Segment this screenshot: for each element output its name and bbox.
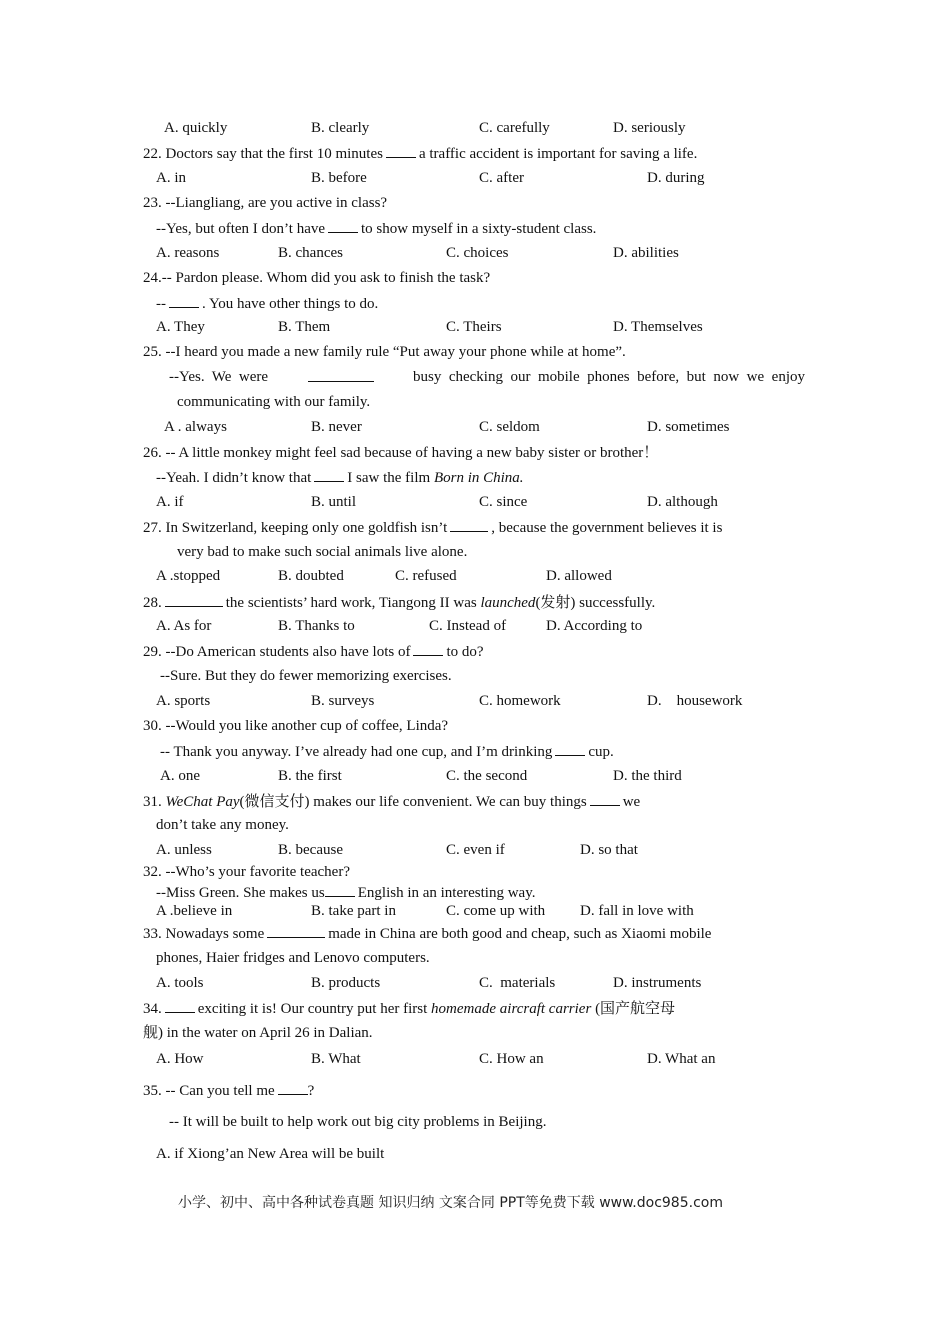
q30-blank xyxy=(555,742,585,756)
q23-option-d: D. abilities xyxy=(613,245,679,261)
q28-option-a: A. As for xyxy=(156,618,212,634)
q25-stem: 25. --I heard you made a new family rule “Put away your phone while at home”. xyxy=(143,344,626,360)
q34-stem-pre: 34. xyxy=(143,1001,162,1017)
q29-stem-post: to do? xyxy=(446,644,484,660)
q29-blank xyxy=(413,642,443,656)
q33-blank xyxy=(267,924,325,938)
q22-stem-pre: 22. Doctors say that the first 10 minutes xyxy=(143,146,383,162)
q28-option-d: D. According to xyxy=(546,618,643,634)
q22-stem xyxy=(143,144,697,163)
q34-stem-mid: exciting it is! Our country put her first xyxy=(197,1001,428,1017)
q31-option-d: D. so that xyxy=(580,842,638,858)
q27-stem-pre: 27. In Switzerland, keeping only one goldfish isn’t xyxy=(143,520,448,536)
q31-option-c: C. even if xyxy=(446,842,505,858)
q34-stem-post: (国产航空母 xyxy=(595,1001,676,1017)
q30-option-a: A. one xyxy=(160,768,200,784)
q27-option-a: A .stopped xyxy=(156,568,221,584)
q30-stem: 30. --Would you like another cup of coffee, Linda? xyxy=(143,718,449,734)
q34-option-a: A. How xyxy=(156,1051,204,1067)
q30-reply-post: cup. xyxy=(588,744,614,760)
q33-option-a: A. tools xyxy=(156,975,204,991)
q29-stem-pre: 29. --Do American students also have lots of xyxy=(143,644,411,660)
q25-blank xyxy=(308,368,374,382)
q29-reply: --Sure. But they do fewer memorizing exercises. xyxy=(160,668,452,684)
q26-reply-pre: --Yeah. I didn’t know that xyxy=(156,470,312,486)
q24-option-c: C. Theirs xyxy=(446,319,502,335)
q29-option-c: C. homework xyxy=(479,693,561,709)
q23-blank xyxy=(328,219,358,233)
q25-reply-pre: --Yes. We were xyxy=(169,369,269,385)
q24-option-b: B. Them xyxy=(278,319,331,335)
q24-option-a: A. They xyxy=(156,319,205,335)
q21-option-b: B. clearly xyxy=(311,120,370,136)
q24-reply-post: . You have other things to do. xyxy=(202,296,379,312)
q24-reply-pre: -- xyxy=(156,296,166,312)
q31-stem xyxy=(143,792,640,811)
q22-option-a: A. in xyxy=(156,170,186,186)
q33-stem xyxy=(143,924,711,943)
q26-option-b: B. until xyxy=(311,494,357,510)
q32-blank xyxy=(325,883,355,897)
q22-blank xyxy=(386,144,416,158)
q27-option-d: D. allowed xyxy=(546,568,612,584)
q27-option-b: B. doubted xyxy=(278,568,344,584)
q32-option-d: D. fall in love with xyxy=(580,903,694,919)
q29-option-d: D. housework xyxy=(647,693,743,709)
q32-option-b: B. take part in xyxy=(311,903,396,919)
q32-option-a: A .believe in xyxy=(156,903,233,919)
q23-option-a: A. reasons xyxy=(156,245,220,261)
q30-option-d: D. the third xyxy=(613,768,682,784)
q33-stem-cont: phones, Haier fridges and Lenovo computers. xyxy=(156,950,430,966)
q25-reply-post: busy checking our mobile phones before, but now we enjoy xyxy=(413,369,805,385)
q31-option-a: A. unless xyxy=(156,842,212,858)
q32-reply-post: English in an interesting way. xyxy=(357,885,536,901)
q34-stem xyxy=(143,999,675,1018)
q29-stem xyxy=(143,642,484,661)
q31-italic-brand: WeChat Pay xyxy=(165,794,240,810)
q26-option-a: A. if xyxy=(156,494,184,510)
q25-option-d: D. sometimes xyxy=(647,419,730,435)
q34-option-b: B. What xyxy=(311,1051,361,1067)
q21-option-d: D. seriously xyxy=(613,120,686,136)
q34-option-c: C. How an xyxy=(479,1051,544,1067)
q21-option-c: C. carefully xyxy=(479,120,550,136)
q25-option-a: A . always xyxy=(164,419,227,435)
q27-stem-post: , because the government believes it is xyxy=(491,520,723,536)
q33-stem-pre: 33. Nowadays some xyxy=(143,926,265,942)
q28-option-b: B. Thanks to xyxy=(278,618,355,634)
q33-option-b: B. products xyxy=(311,975,381,991)
q31-stem-post: we xyxy=(622,794,641,810)
q28-option-c: C. Instead of xyxy=(429,618,507,634)
q28-blank xyxy=(165,593,223,607)
q22-option-b: B. before xyxy=(311,170,367,186)
q25-reply xyxy=(169,368,805,386)
page-footer: 小学、初中、高中各种试卷真题 知识归纳 文案合同 PPT等免费下载 www.doc985.com xyxy=(178,1195,723,1211)
q28-stem-post: (发射) successfully. xyxy=(535,595,656,611)
q28-stem-mid: the scientists’ hard work, Tiangong II was xyxy=(225,595,477,611)
q31-stem-mid: (微信支付) makes our life convenient. We can buy things xyxy=(239,794,587,810)
q25-option-b: B. never xyxy=(311,419,362,435)
q30-option-c: C. the second xyxy=(446,768,528,784)
q30-reply-pre: -- Thank you anyway. I’ve already had one cup, and I’m drinking xyxy=(160,744,553,760)
q23-reply-pre: --Yes, but often I don’t have xyxy=(156,221,326,237)
q32-stem: 32. --Who’s your favorite teacher? xyxy=(143,864,350,880)
q35-stem-pre: 35. -- Can you tell me xyxy=(143,1083,275,1099)
q23-reply xyxy=(156,219,596,238)
q22-stem-post: a traffic accident is important for saving a life. xyxy=(418,146,698,162)
q23-option-c: C. choices xyxy=(446,245,509,261)
q28-stem-pre: 28. xyxy=(143,595,162,611)
q29-option-a: A. sports xyxy=(156,693,211,709)
q34-italic-term: homemade aircraft carrier xyxy=(431,1001,592,1017)
q33-option-c: C. materials xyxy=(479,975,556,991)
q26-blank xyxy=(314,468,344,482)
q26-reply xyxy=(156,468,524,487)
q23-reply-post: to show myself in a sixty-student class. xyxy=(361,221,597,237)
q35-option-a: A. if Xiong’an New Area will be built xyxy=(156,1146,385,1162)
q28-italic-word: launched xyxy=(480,595,536,611)
q35-stem-post: ? xyxy=(307,1083,315,1099)
q32-option-c: C. come up with xyxy=(446,903,546,919)
q27-blank xyxy=(450,518,488,532)
q34-blank xyxy=(165,999,195,1013)
q26-option-c: C. since xyxy=(479,494,528,510)
q24-blank xyxy=(169,294,199,308)
q22-option-c: C. after xyxy=(479,170,524,186)
q24-reply xyxy=(156,294,378,313)
q31-blank xyxy=(590,792,620,806)
q21-option-a: A. quickly xyxy=(164,120,228,136)
q24-stem: 24.-- Pardon please. Whom did you ask to finish the task? xyxy=(143,270,491,286)
q30-reply xyxy=(160,742,614,761)
q27-stem-cont: very bad to make such social animals live alone. xyxy=(177,544,468,560)
q26-option-d: D. although xyxy=(647,494,718,510)
q31-option-b: B. because xyxy=(278,842,343,858)
q23-stem: 23. --Liangliang, are you active in class? xyxy=(143,195,388,211)
q26-stem: 26. -- A little monkey might feel sad because of having a new baby sister or brother！ xyxy=(143,445,659,461)
q32-reply xyxy=(156,883,535,902)
q22-option-d: D. during xyxy=(647,170,705,186)
q35-blank xyxy=(278,1081,308,1095)
q32-reply-pre: --Miss Green. She makes us xyxy=(156,885,325,901)
q26-film-title: Born in China. xyxy=(433,470,524,486)
q28-stem xyxy=(143,593,655,612)
q25-option-c: C. seldom xyxy=(479,419,540,435)
q29-option-b: B. surveys xyxy=(311,693,375,709)
q35-reply: -- It will be built to help work out big city problems in Beijing. xyxy=(169,1114,547,1130)
q25-reply-cont: communicating with our family. xyxy=(177,394,371,410)
q35-stem xyxy=(143,1081,314,1100)
q23-option-b: B. chances xyxy=(278,245,343,261)
q33-option-d: D. instruments xyxy=(613,975,702,991)
q27-stem xyxy=(143,518,722,537)
q26-reply-mid: I saw the film xyxy=(347,470,431,486)
q34-stem-cont: 舰) in the water on April 26 in Dalian. xyxy=(143,1025,373,1041)
q34-option-d: D. What an xyxy=(647,1051,716,1067)
q27-option-c: C. refused xyxy=(395,568,457,584)
q31-stem-pre: 31. xyxy=(143,794,162,810)
q30-option-b: B. the first xyxy=(278,768,342,784)
q31-stem-cont: don’t take any money. xyxy=(156,817,289,833)
q33-stem-post: made in China are both good and cheap, such as Xiaomi mobile xyxy=(328,926,712,942)
q24-option-d: D. Themselves xyxy=(613,319,703,335)
